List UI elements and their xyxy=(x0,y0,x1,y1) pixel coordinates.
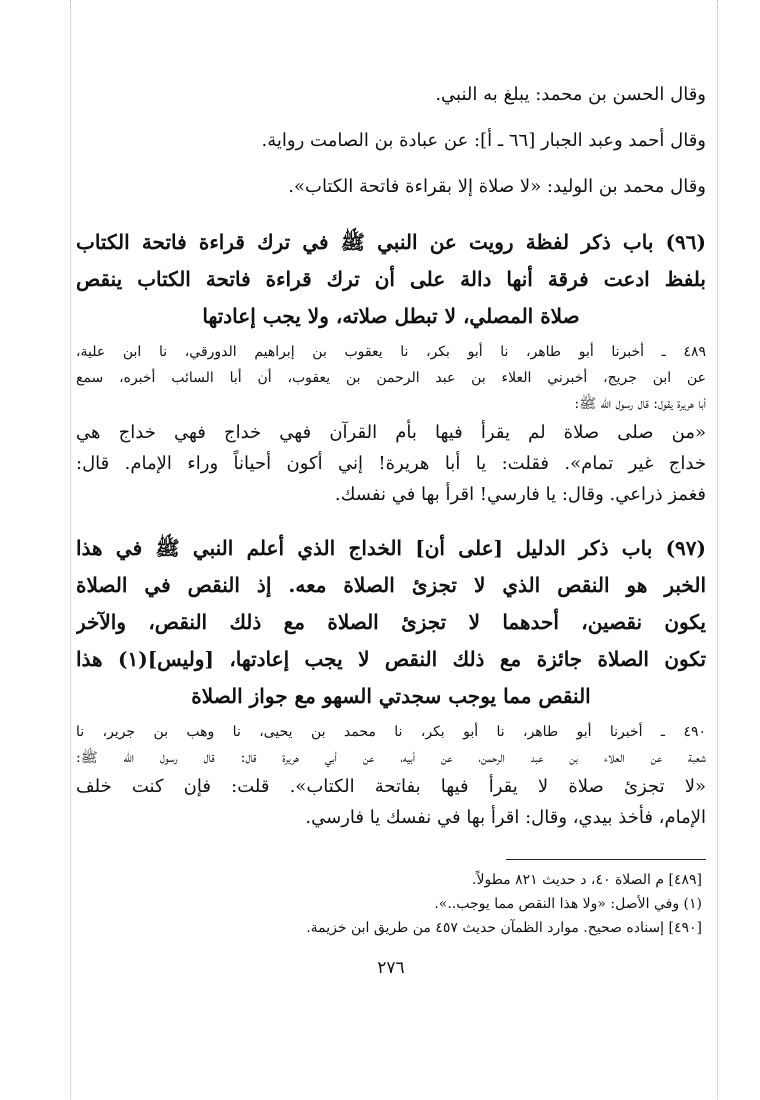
footnote-1: (١) وفي الأصل: «ولا هذا النقص مما يوجب..». xyxy=(434,896,702,912)
narration-line-3: وقال محمد بن الوليد: «لا صلاة إلا بقراءة فاتحة الكتاب». xyxy=(288,176,706,197)
chapter-96-line-3: صلاة المصلي، لا تبطل صلاته، ولا يجب إعادتها xyxy=(202,304,580,328)
chapter-96-line-2: بلفظ ادعت فرقة أنها دالة على أن ترك قراءة فاتحة الكتاب ينقص xyxy=(76,267,706,291)
chapter-97-line-2: الخبر هو النقص الذي لا تجزئ الصلاة معه. إذ النقص في الصلاة xyxy=(76,573,706,597)
page-number: ٢٧٦ xyxy=(377,958,405,978)
chapter-97-heading xyxy=(76,530,706,715)
chapter-97-line-4: تكون الصلاة جائزة مع ذلك النقص لا يجب إعادتها، [وليس](١) هذا xyxy=(76,647,706,671)
footnotes xyxy=(76,868,706,940)
chapter-97-line-3: يكون نقصين، أحدهما لا تجزئ الصلاة مع ذلك النقص، والآخر xyxy=(76,610,706,634)
right-margin-guide xyxy=(717,0,718,1100)
page-body xyxy=(76,72,706,978)
hadith-489-isnad-2: عن ابن جريج، أخبرني العلاء بن عبد الرحمن بن يعقوب، أن أبا السائب أخبره، سمع xyxy=(76,370,706,386)
hadith-489 xyxy=(76,339,706,510)
footnote-separator xyxy=(506,859,706,860)
hadith-489-matn-1: «من صلى صلاة لم يقرأ فيها بأم القرآن فهي خداج فهي خداج هي xyxy=(76,422,706,443)
hadith-489-isnad-1: ٤٨٩ ـ أخبرنا أبو طاهر، نا أبو بكر، نا يعقوب بن إبراهيم الدورقي، نا ابن علية، xyxy=(76,344,706,360)
hadith-490-matn-1: «لا تجزئ صلاة لا يقرأ فيها بفاتحة الكتاب». قلت: فإن كنت خلف xyxy=(76,776,706,797)
hadith-489-matn-2: خداج غير تمام». فقلت: يا أبا هريرة! إني أكون أحياناً وراء الإمام. قال: xyxy=(76,453,706,474)
hadith-490-isnad-1: ٤٩٠ ـ أخبرنا أبو طاهر، نا أبو بكر، نا محمد بن يحيى، نا وهب بن جرير، نا xyxy=(76,724,706,740)
hadith-490 xyxy=(76,719,706,833)
footnote-489: [٤٨٩] م الصلاة ٤٠، د حديث ٨٢١ مطولاً. xyxy=(472,872,702,888)
footnote-490: [٤٩٠] إسناده صحيح. موارد الظمآن حديث ٤٥٧ من طريق ابن خزيمة. xyxy=(306,920,702,936)
chapter-96-line-1: (٩٦) باب ذكر لفظة رويت عن النبي ﷺ في ترك قراءة فاتحة الكتاب xyxy=(76,230,706,254)
narration-line-2: وقال أحمد وعبد الجبار [٦٦ ـ أ]: عن عبادة بن الصامت رواية. xyxy=(261,130,706,151)
hadith-490-isnad-2: شعبة عن العلاء بن عبد الرحمن، عن أبيه، عن أبي هريرة قال: قال رسول الله ﷺ: xyxy=(76,750,706,766)
chapter-96-heading xyxy=(76,224,706,335)
narration-line-1: وقال الحسن بن محمد: يبلغ به النبي. xyxy=(435,84,706,105)
chapter-97-line-1: (٩٧) باب ذكر الدليل [على أن] الخداج الذي أعلم النبي ﷺ في هذا xyxy=(76,536,706,560)
chapter-97-line-5: النقص مما يوجب سجدتي السهو مع جواز الصلاة xyxy=(191,684,591,708)
left-margin-guide xyxy=(70,0,71,1100)
hadith-489-matn-3: فغمز ذراعي. وقال: يا فارسي! اقرأ بها في نفسك. xyxy=(334,484,706,505)
hadith-490-matn-2: الإمام، فأخذ بيدي، وقال: اقرأ بها في نفسك يا فارسي. xyxy=(305,807,706,828)
hadith-489-isnad-3: أبا هريرة يقول: قال رسول الله ﷺ: xyxy=(574,396,706,412)
